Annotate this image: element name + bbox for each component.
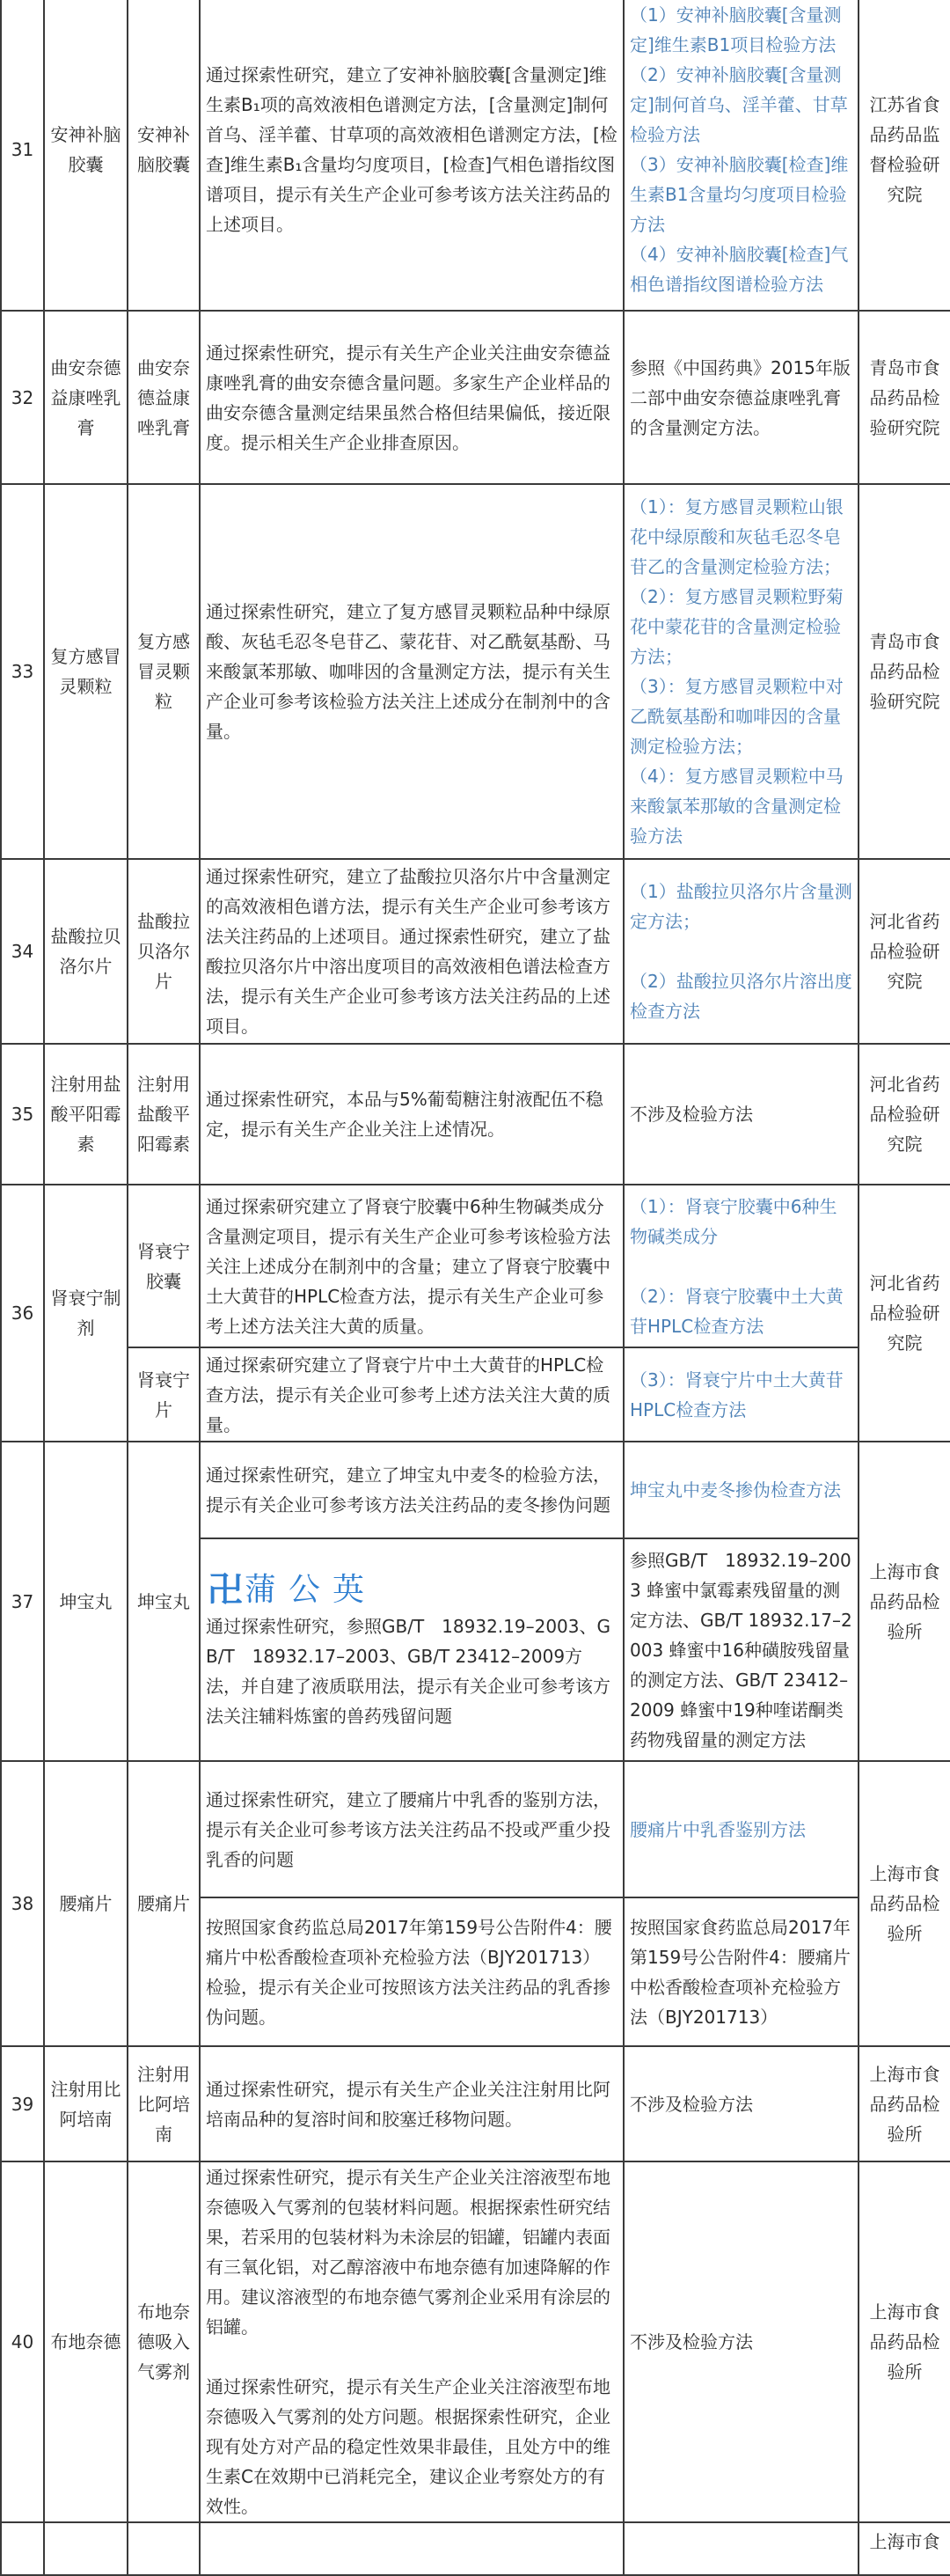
institution: 上海市食品药品检验所 [859,1761,950,2046]
process-paragraph: 通过探索性研究，提示有关生产企业关注溶液型布地奈德吸入气雾剂的处方问题。根据探索性研究，企业现有处方对产品的稳定性效果非最佳，且处方中的维生素C在效期中已消耗完全，建议企业考察处方的有效性。 [206,2376,610,2517]
row-number: 35 [1,1044,44,1185]
row-number: 39 [1,2046,44,2161]
product-name: 腰痛片 [128,1761,200,2046]
row-number [1,2522,44,2575]
method-link[interactable]: （2）安神补脑胶囊[含量测定]制何首乌、淫羊藿、甘草检验方法 [630,64,848,145]
drug-name: 布地奈德 [44,2161,128,2522]
method-link[interactable]: （3）：复方感冒灵颗粒中对乙酰氨基酚和咖啡因的含量测定检验方法； [630,676,844,757]
row-number: 36 [1,1185,44,1442]
method-text: 参照GB/T 18932.19–2003 蜂蜜中氯霉素残留量的测定方法、GB/T 18932.17–2003 蜂蜜中16种磺胺残留量的测定方法、GB/T 23412–2009 蜂蜜中19种喹诺酮类药物残留量的测定方法 [624,1538,859,1761]
product-name: 坤宝丸 [128,1442,200,1761]
product-name: 曲安奈德益康唑乳膏 [128,311,200,484]
process-description: 通过探索性研究，提示有关生产企业关注曲安奈德益康唑乳膏的曲安奈德含量问题。多家生产企业样品的曲安奈德含量测定结果虽然合格但结果偏低，接近限度。提示相关生产企业排查原因。 [200,311,624,484]
process-description [200,2522,624,2575]
table-row [1,859,950,1044]
watermark-symbol-icon: 卍 [208,1569,243,1611]
row-number: 31 [1,0,44,311]
process-description: 通过探索研究建立了肾衰宁胶囊中6种生物碱类成分含量测定项目，提示有关生产企业可参考该检验方法关注上述成分在制剂中的含量；建立了肾衰宁胶囊中土大黄苷的HPLC检查方法，提示有关生产企业可参考上述方法关注大黄的质量。 [200,1185,624,1347]
method-link[interactable]: （1）盐酸拉贝洛尔片含量测定方法； [630,881,852,932]
drug-name: 腰痛片 [44,1761,128,2046]
method-link[interactable]: （2）：复方感冒灵颗粒野菊花中蒙花苷的含量测定检验方法； [630,586,844,667]
product-name: 注射用比阿培南 [128,2046,200,2161]
table-row [1,1761,950,1897]
method-text: 不涉及检验方法 [624,1044,859,1185]
method-link[interactable]: （1）：肾衰宁胶囊中6种生物碱类成分 [630,1195,837,1247]
method-link[interactable]: （1）安神补脑胶囊[含量测定]维生素B1项目检验方法 [630,4,842,55]
method-text: 不涉及检验方法 [624,2046,859,2161]
institution: 河北省药品检验研究院 [859,1185,950,1442]
row-number: 33 [1,484,44,859]
process-description: 通过探索性研究，建立了复方感冒灵颗粒品种中绿原酸、灰毡毛忍冬皂苷乙、蒙花苷、对乙酰氨基酚、马来酸氯苯那敏、咖啡因的含量测定方法，提示有关生产企业可参考该检验方法关注上述成分在制剂中的含量。 [200,484,624,859]
method-link[interactable]: （3）：肾衰宁片中土大黄苷HPLC检查方法 [630,1369,844,1420]
drug-name: 复方感冒灵颗粒 [44,484,128,859]
method-links [624,1761,859,1897]
institution: 上海市食品药品检验所 [859,2046,950,2161]
row-number: 34 [1,859,44,1044]
method-link[interactable]: （4）：复方感冒灵颗粒中马来酸氯苯那敏的含量测定检验方法 [630,766,844,847]
table-row [1,1185,950,1347]
product-name: 安神补脑胶囊 [128,0,200,311]
method-links [624,484,859,859]
table-row [1,484,950,859]
drug-name: 注射用比阿培南 [44,2046,128,2161]
method-link[interactable]: （3）安神补脑胶囊[检查]维生素B1含量均匀度项目检验方法 [630,154,849,235]
spacer [206,2342,618,2372]
watermark-logo [206,1569,618,1611]
institution: 青岛市食品药品检验研究院 [859,311,950,484]
method-links [624,1442,859,1538]
product-name: 复方感冒灵颗粒 [128,484,200,859]
process-description: 通过探索性研究，建立了腰痛片中乳香的鉴别方法，提示有关企业可参考该方法关注药品不投或严重少投乳香的问题 [200,1761,624,1897]
institution: 青岛市食品药品检验研究院 [859,484,950,859]
method-link[interactable]: 坤宝丸中麦冬掺伪检查方法 [630,1479,841,1501]
table-row [1,1347,950,1442]
process-description [200,2161,624,2522]
method-link[interactable]: （4）安神补脑胶囊[检查]气相色谱指纹图谱检验方法 [630,244,849,295]
drug-name [44,2522,128,2575]
spacer [630,936,852,966]
table-row [1,1442,950,1538]
watermark-text: 蒲公英 [245,1571,377,1608]
method-link[interactable]: （2）：肾衰宁胶囊中土大黄苷HPLC检查方法 [630,1285,844,1337]
institution: 上海市食品药品检验所 [859,1442,950,1761]
product-name: 肾衰宁胶囊 [128,1185,200,1347]
method-text: 参照《中国药典》2015年版二部中曲安奈德益康唑乳膏的含量测定方法。 [624,311,859,484]
row-number: 32 [1,311,44,484]
drug-name: 注射用盐酸平阳霉素 [44,1044,128,1185]
process-text: 通过探索性研究，参照GB/T 18932.19–2003、GB/T 18932.17–2003、GB/T 23412–2009方法，并自建了液质联用法，提示有关企业可参考该方法关注辅料炼蜜的兽药残留问题 [206,1615,610,1727]
product-name: 注射用盐酸平阳霉素 [128,1044,200,1185]
process-description: 通过探索性研究，建立了坤宝丸中麦冬的检验方法，提示有关企业可参考该方法关注药品的麦冬掺伪问题 [200,1442,624,1538]
institution: 河北省药品检验研究院 [859,1044,950,1185]
method-text [624,2522,859,2575]
method-text: 按照国家食药监总局2017年第159号公告附件4：腰痛片中松香酸检查项补充检验方法（BJY201713） [624,1897,859,2046]
row-number: 38 [1,1761,44,2046]
table-row [1,311,950,484]
process-description: 按照国家食药监总局2017年第159号公告附件4：腰痛片中松香酸检查项补充检验方法（BJY201713）检验，提示有关企业可按照该方法关注药品的乳香掺伪问题。 [200,1897,624,2046]
process-description [200,1538,624,1761]
drug-name: 肾衰宁制剂 [44,1185,128,1442]
process-description: 通过探索研究建立了肾衰宁片中土大黄苷的HPLC检查方法，提示有关企业可参考上述方法关注大黄的质量。 [200,1347,624,1442]
method-link[interactable]: （1）：复方感冒灵颗粒山银花中绿原酸和灰毡毛忍冬皂苷乙的含量测定检验方法； [630,496,844,577]
process-description: 通过探索性研究，本品与5%葡萄糖注射液配伍不稳定，提示有关生产企业关注上述情况。 [200,1044,624,1185]
method-links [624,1347,859,1442]
process-description: 通过探索性研究，提示有关生产企业关注注射用比阿培南品种的复溶时间和胶塞迁移物问题。 [200,2046,624,2161]
product-name: 肾衰宁片 [128,1347,200,1442]
drug-name: 盐酸拉贝洛尔片 [44,859,128,1044]
table-row [1,2046,950,2161]
product-name: 盐酸拉贝洛尔片 [128,859,200,1044]
institution: 上海市食品药品检验所 [859,2161,950,2522]
table-row [1,0,950,311]
method-links [624,1185,859,1347]
table-row [1,2161,950,2522]
row-number: 37 [1,1442,44,1761]
product-name [128,2522,200,2575]
method-link[interactable]: 腰痛片中乳香鉴别方法 [630,1818,806,1840]
institution: 江苏省食品药品监督检验研究院 [859,0,950,311]
method-links [624,859,859,1044]
product-name: 布地奈德吸入气雾剂 [128,2161,200,2522]
institution: 上海市食 [859,2522,950,2575]
institution: 河北省药品检验研究院 [859,859,950,1044]
drug-name: 安神补脑胶囊 [44,0,128,311]
method-links [624,0,859,311]
drug-name: 曲安奈德益康唑乳膏 [44,311,128,484]
table-row [1,1044,950,1185]
table-row [1,2522,950,2575]
method-text: 不涉及检验方法 [624,2161,859,2522]
row-number: 40 [1,2161,44,2522]
process-description: 通过探索性研究，建立了盐酸拉贝洛尔片中含量测定的高效液相色谱方法，提示有关生产企业可参考该方法关注药品的上述项目。通过探索性研究，建立了盐酸拉贝洛尔片中溶出度项目的高效液相色谱法检查方法，提示有关生产企业可参考该方法关注药品的上述项目。 [200,859,624,1044]
method-link[interactable]: （2）盐酸拉贝洛尔片溶出度检查方法 [630,971,852,1022]
process-paragraph: 通过探索性研究，提示有关生产企业关注溶液型布地奈德吸入气雾剂的包装材料问题。根据探索性研究结果，若采用的包装材料为未涂层的铝罐，铝罐内表面有三氧化铝，对乙醇溶液中布地奈德有加速降解的作用。建议溶液型的布地奈德气雾剂企业采用有涂层的铝罐。 [206,2167,610,2337]
process-description: 通过探索性研究，建立了安神补脑胶囊[含量测定]维生素B₁项的高效液相色谱测定方法，[含量测定]制何首乌、淫羊藿、甘草项的高效液相色谱测定方法，[检查]维生素B₁含量均匀度项目，[检查]气相色谱指纹图谱项目，提示有关生产企业可参考该方法关注药品的上述项目。 [200,0,624,311]
spacer [630,1251,852,1281]
drug-name: 坤宝丸 [44,1442,128,1761]
